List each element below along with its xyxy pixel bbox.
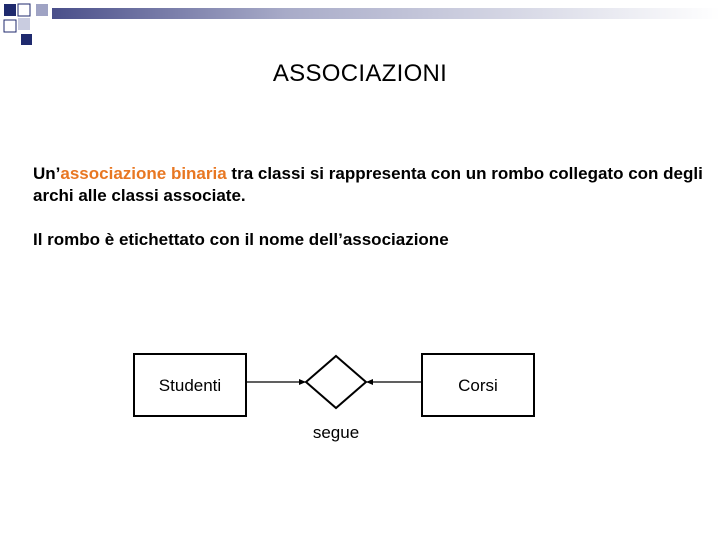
class-label-studenti: Studenti — [158, 376, 222, 395]
association-rhombus — [306, 356, 366, 408]
paragraph-suffix: tra classi si rappresenta con un rombo collegato con degli archi alle classi associate. — [33, 164, 703, 205]
association-label-segue: segue — [312, 423, 360, 442]
slide-title: ASSOCIAZIONI — [272, 60, 448, 87]
paragraph-rhombus-label: Il rombo è etichettato con il nome dell’associazione — [33, 230, 449, 249]
paragraph-prefix: Un’ — [33, 164, 61, 183]
class-label-corsi: Corsi — [458, 376, 498, 395]
highlighted-term: associazione binaria — [60, 164, 227, 183]
